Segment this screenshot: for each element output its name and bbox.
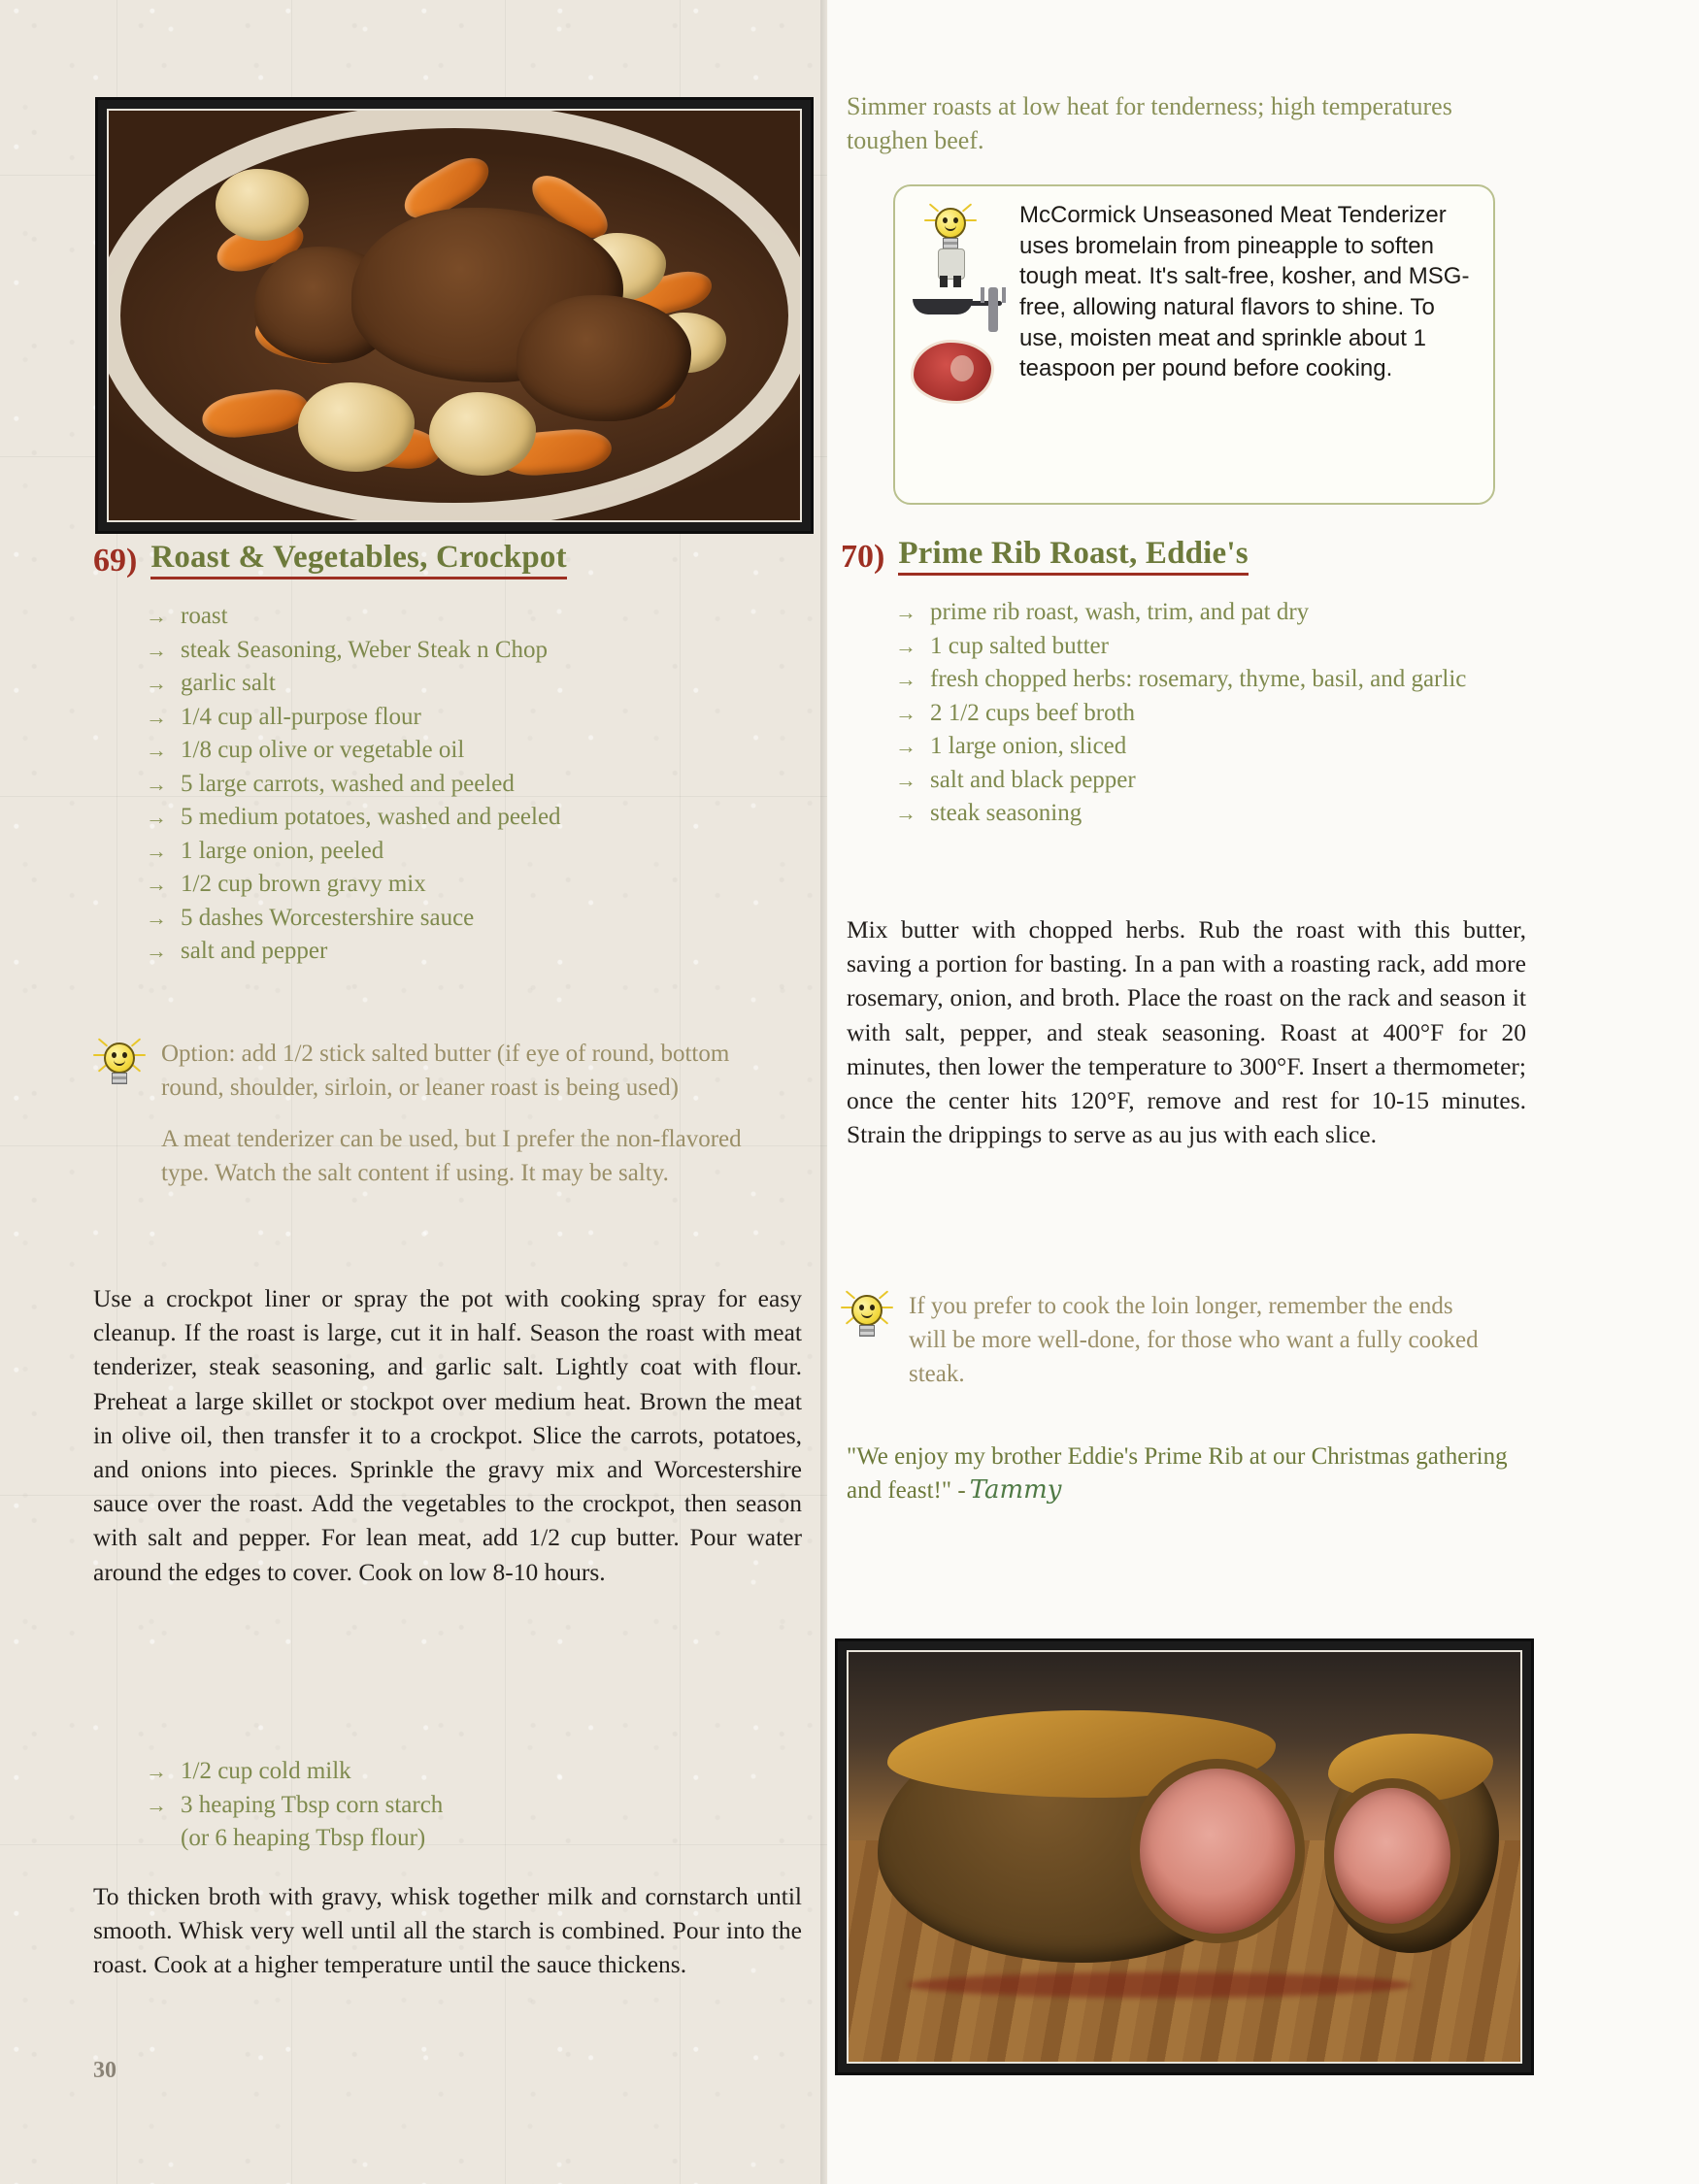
page-number: 30 xyxy=(93,2058,117,2083)
list-item: → salt and pepper xyxy=(146,935,816,969)
arrow-icon: → xyxy=(146,805,167,829)
recipe-69-ingredients xyxy=(146,600,816,969)
recipe-70-quote-block xyxy=(847,1440,1526,1507)
list-item: → 1 large onion, peeled xyxy=(146,835,816,869)
recipe-70-ingredients xyxy=(895,596,1507,831)
signature: Tammy xyxy=(969,1474,1062,1505)
arrow-icon: → xyxy=(895,600,916,624)
arrow-icon: → xyxy=(146,704,167,729)
recipe-70-tip-block xyxy=(841,1289,1520,1391)
arrow-icon: → xyxy=(146,939,167,963)
list-item: → 1 cup salted butter xyxy=(895,630,1507,664)
arrow-icon: → xyxy=(895,734,916,758)
arrow-icon: → xyxy=(146,872,167,896)
steak-icon xyxy=(911,340,994,404)
photo-roast-vegetables xyxy=(95,97,814,534)
recipe-number: 69) xyxy=(93,543,138,579)
list-item: → steak seasoning xyxy=(895,797,1507,831)
frying-pan-icon xyxy=(913,299,973,314)
arrow-icon: → xyxy=(146,771,167,796)
arrow-icon: → xyxy=(895,801,916,825)
recipe-69-tip-block xyxy=(93,1037,812,1190)
arrow-icon: → xyxy=(146,1792,167,1817)
arrow-icon: → xyxy=(895,700,916,725)
quote-text: "We enjoy my brother Eddie's Prime Rib at our Christmas gathering and feast!" - xyxy=(847,1443,1508,1504)
list-item: → steak Seasoning, Weber Steak n Chop xyxy=(146,634,816,668)
list-item: → 1/4 cup all-purpose flour xyxy=(146,701,816,735)
recipe-69-thickener-ingredients xyxy=(146,1755,816,1856)
lightbulb-icon xyxy=(93,1037,146,1099)
arrow-icon: → xyxy=(146,838,167,863)
list-item: → 5 medium potatoes, washed and peeled xyxy=(146,801,816,835)
list-item: → prime rib roast, wash, trim, and pat dry xyxy=(895,596,1507,630)
list-item: → 1/2 cup cold milk xyxy=(146,1755,816,1789)
list-item: → 5 dashes Worcestershire sauce xyxy=(146,902,816,936)
list-item: → 1/2 cup brown gravy mix xyxy=(146,868,816,902)
tip-text: If you prefer to cook the loin longer, remember the ends will be more well-done, for those who want a fully cooked steak. xyxy=(909,1293,1479,1387)
list-item: → 1/8 cup olive or vegetable oil xyxy=(146,734,816,768)
list-item: → roast xyxy=(146,600,816,634)
arrow-icon: → xyxy=(146,637,167,662)
arrow-icon: → xyxy=(146,604,167,628)
list-item: → 3 heaping Tbsp corn starch xyxy=(146,1789,816,1823)
list-item: → 1 large onion, sliced xyxy=(895,730,1507,764)
recipe-number: 70) xyxy=(841,539,885,576)
callout-text: McCormick Unseasoned Meat Tenderizer uses bromelain from pineapple to soften tough meat. It's salt-free, kosher, and MSG-free, allowing natural flavors to shine. To use, moisten meat and sprinkle about 1 teaspoon per pound before cooking. xyxy=(1019,202,1470,382)
fork-icon xyxy=(988,287,998,332)
list-item: → 5 large carrots, washed and peeled xyxy=(146,768,816,802)
recipe-70-method: Mix butter with chopped herbs. Rub the roast with this butter, saving a portion for basting. In a pan with a roasting rack, add more rosemary, onion, and broth. Place the roast on the rack and season it with salt, pepper, and steak seasoning. Roast at 400°F for 20 minutes, then lower the temperature to 300°F. Insert a thermometer; once the center hits 120°F, remove and rest for 10-15 minutes. Strain the drippings to serve as au jus with each slice. xyxy=(847,915,1526,1149)
list-item: → salt and black pepper xyxy=(895,764,1507,798)
recipe-title: Prime Rib Roast, Eddie's xyxy=(898,536,1248,576)
list-item: → garlic salt xyxy=(146,667,816,701)
meat-tenderizer-callout xyxy=(893,184,1495,505)
arrow-icon: → xyxy=(146,738,167,762)
arrow-icon: → xyxy=(146,671,167,695)
list-item: (or 6 heaping Tbsp flour) xyxy=(181,1825,426,1851)
recipe-70-heading xyxy=(841,536,1520,576)
tip-text: A meat tenderizer can be used, but I prefer the non-flavored type. Watch the salt content if using. It may be salty. xyxy=(161,1126,742,1186)
tip-text: Option: add 1/2 stick salted butter (if eye of round, bottom round, shoulder, sirloin, or leaner roast is being used) xyxy=(161,1041,730,1101)
recipe-69-method: Use a crockpot liner or spray the pot with cooking spray for easy cleanup. If the roast is large, cut it in half. Season the roast with meat tenderizer, steak seasoning, and garlic salt. Lightly coat with flour. Preheat a large skillet or stockpot over medium heat. Brown the meat in olive oil, then transfer it to a crockpot. Slice the carrots, potatoes, and onions into pieces. Sprinkle the gravy mix and Worcestershire sauce over the roast. Add the vegetables to the crockpot, then season with salt and pepper. For lean meat, add 1/2 cup butter. Pour water around the edges to cover. Cook on low 8-10 hours. xyxy=(93,1284,802,1586)
arrow-icon: → xyxy=(895,633,916,658)
arrow-icon: → xyxy=(146,1759,167,1783)
arrow-icon: → xyxy=(895,667,916,691)
page-fold-shadow xyxy=(820,0,834,2184)
list-item: → 2 1/2 cups beef broth xyxy=(895,697,1507,731)
recipe-title: Roast & Vegetables, Crockpot xyxy=(150,540,566,579)
page-intro-text: Simmer roasts at low heat for tenderness; high temperatures toughen beef. xyxy=(847,92,1452,155)
list-item: → fresh chopped herbs: rosemary, thyme, basil, and garlic xyxy=(895,663,1507,697)
arrow-icon: → xyxy=(146,905,167,930)
lightbulb-chef-icon xyxy=(918,202,986,285)
photo-prime-rib xyxy=(835,1638,1534,2075)
recipe-69-method-2: To thicken broth with gravy, whisk together milk and cornstarch until smooth. Whisk very well until all the starch is combined. Pour into the roast. Cook at a higher temperature until the sauce thickens. xyxy=(93,1882,802,1979)
recipe-69-heading xyxy=(93,540,812,579)
arrow-icon: → xyxy=(895,767,916,792)
lightbulb-icon xyxy=(841,1289,893,1351)
